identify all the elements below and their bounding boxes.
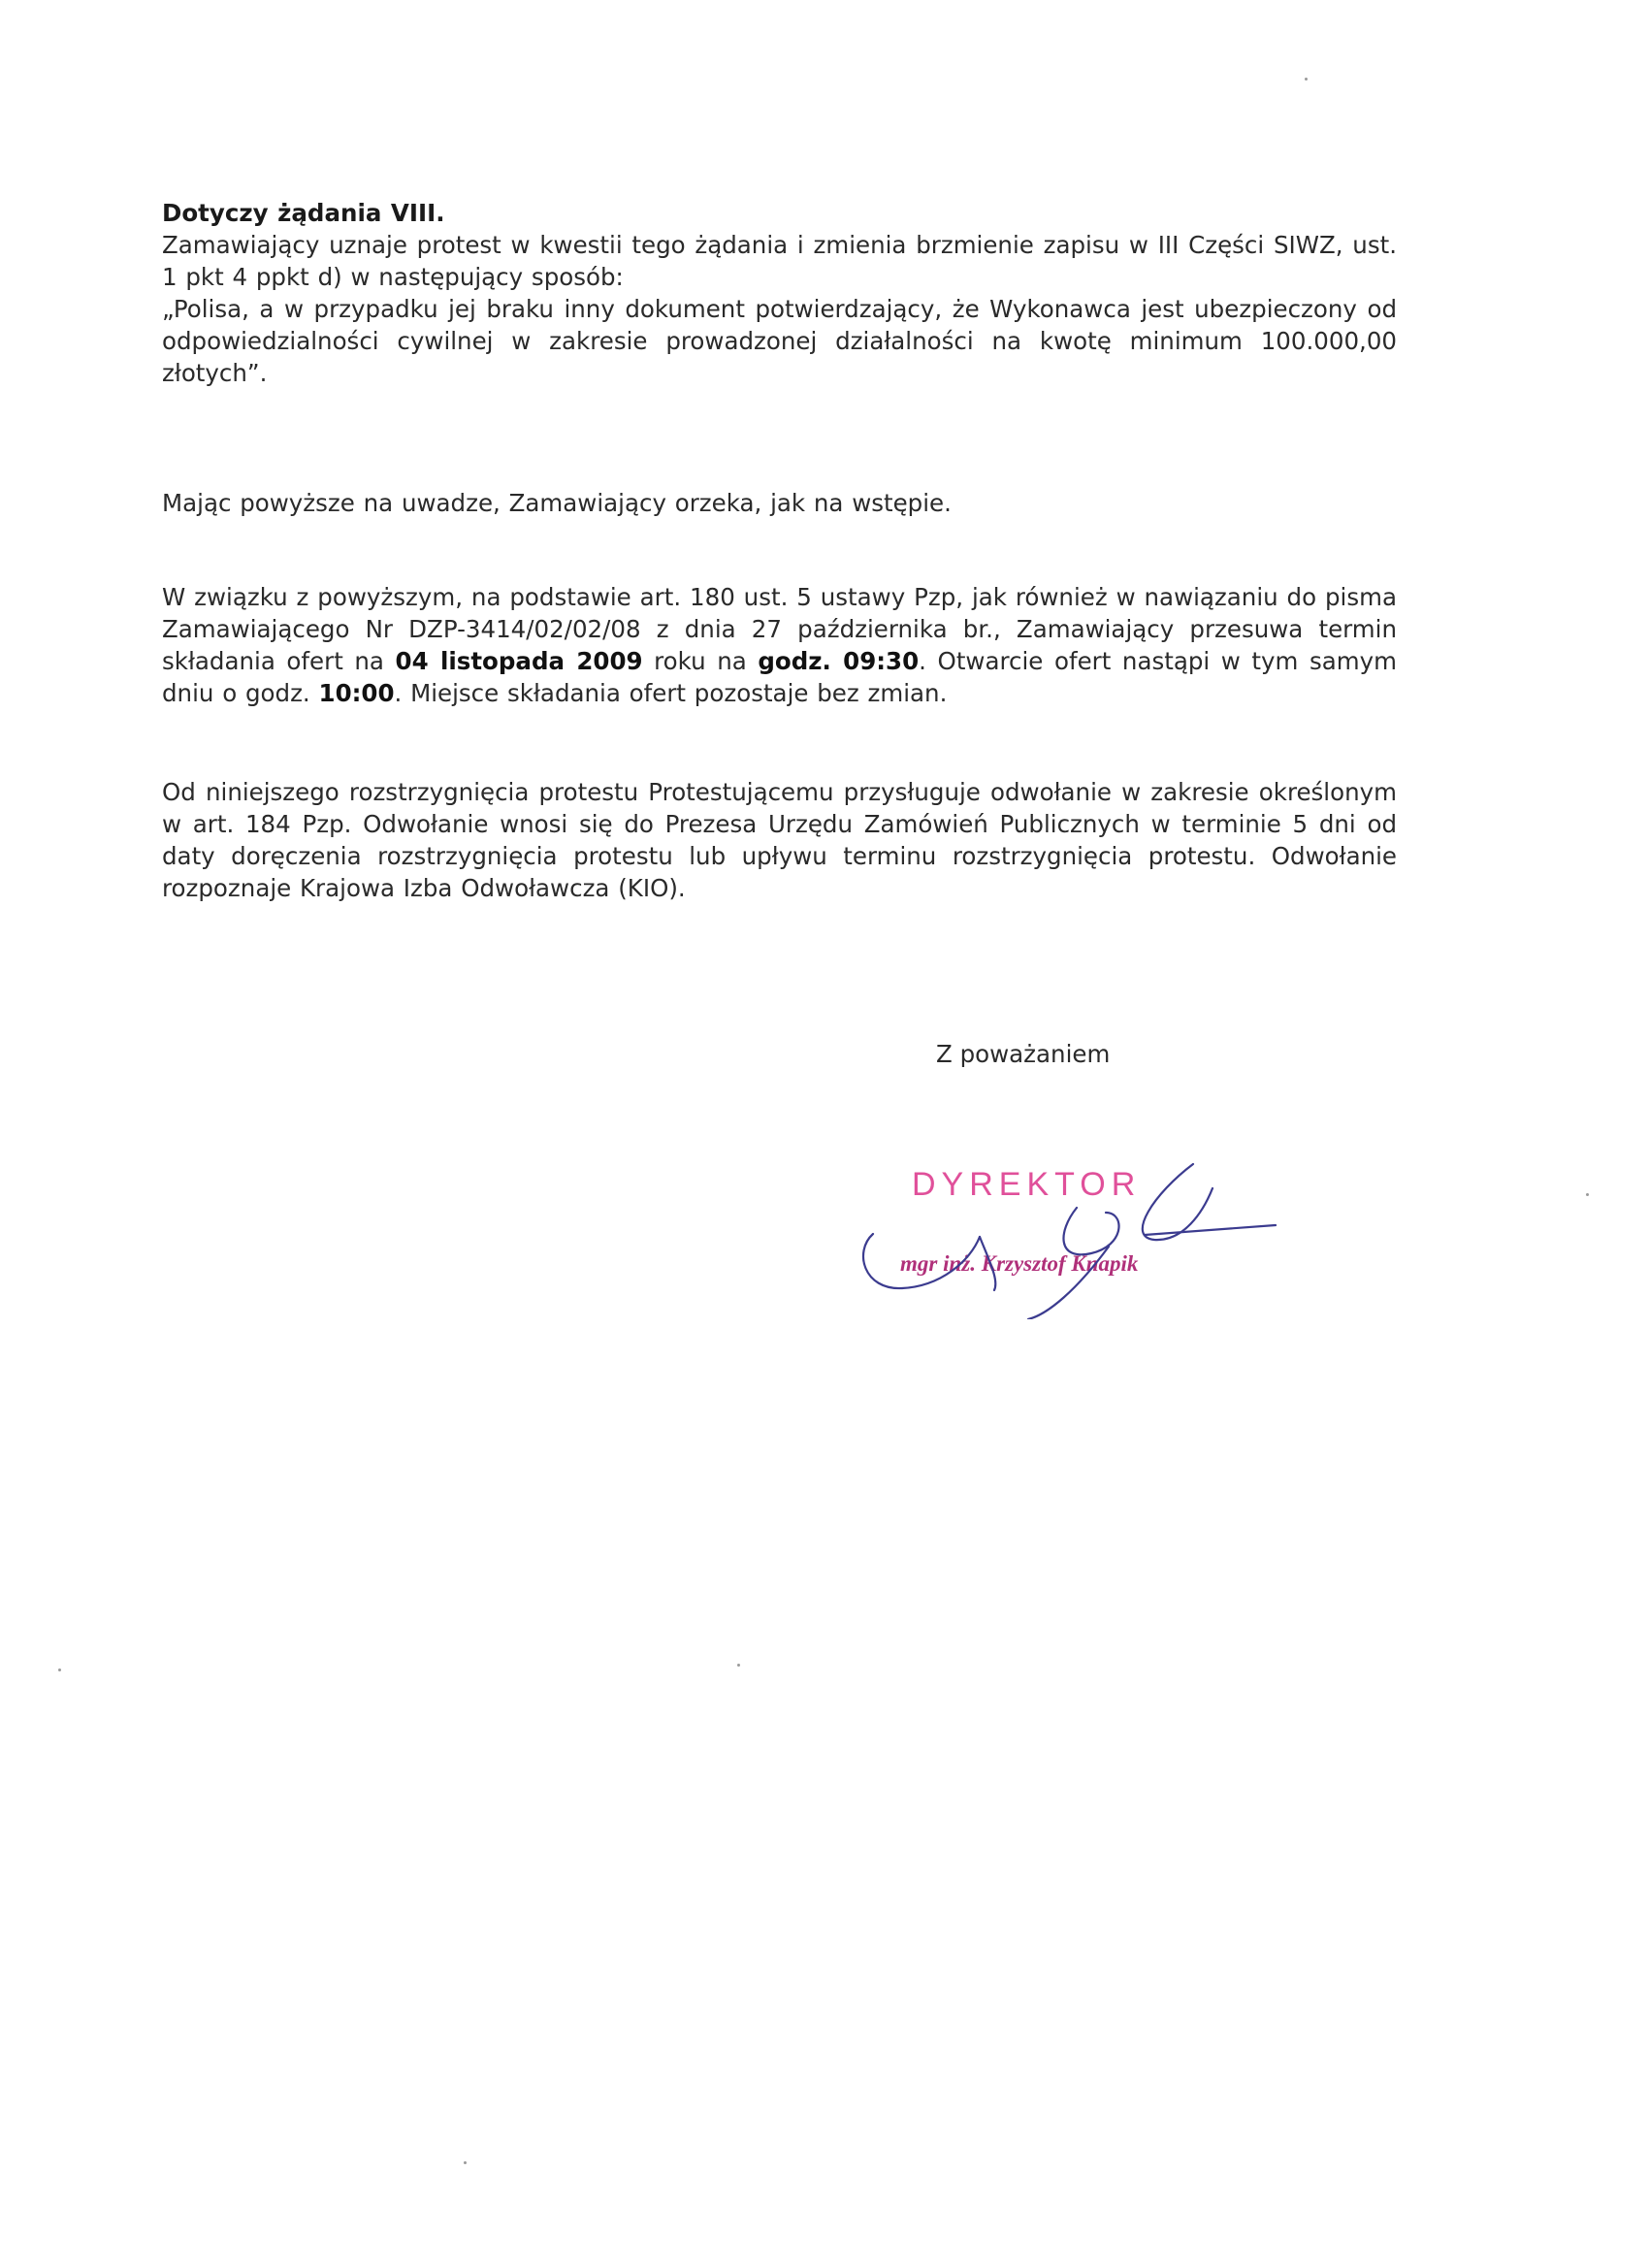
decision-viii-section (162, 197, 1397, 389)
deadline-time: godz. 09:30 (758, 647, 920, 675)
deadline-date: 04 listopada 2009 (395, 647, 643, 675)
director-stamp-signature (834, 1145, 1300, 1319)
scan-speck (1586, 1193, 1589, 1196)
ruling-paragraph: Mając powyższe na uwadze, Zamawiający orzeka, jak na wstępie. (162, 489, 952, 517)
deadline-text-3: . Otwarcie ofert nastąpi w tym samym dniu o godz. (162, 647, 1397, 707)
deadline-text-1: W związku z powyższym, na podstawie art. 180 ust. 5 ustawy Pzp, jak również w nawiązaniu do pisma Zamawiającego Nr DZP-3414/02/02/08 z dnia 27 października br., Zamawiający przesuwa termin składania ofert na (162, 583, 1397, 675)
decision-viii-heading: Dotyczy żądania VIII. (162, 199, 445, 227)
appeal-paragraph: Od niniejszego rozstrzygnięcia protestu Protestującemu przysługuje odwołanie w zakresie określonym w art. 184 Pzp. Odwołanie wnosi się do Prezesa Urzędu Zamówień Publicznych w terminie 5 dni od daty doręczenia rozstrzygnięcia protestu lub upływu terminu rozstrzygnięcia protestu. Odwołanie rozpoznaje Krajowa Izba Odwoławcza (KIO). (162, 778, 1397, 902)
deadline-text-2: roku na (642, 647, 759, 675)
scan-speck (464, 2161, 467, 2164)
opening-time: 10:00 (318, 679, 395, 707)
stamp-title: DYREKTOR (912, 1166, 1142, 1203)
deadline-paragraph (162, 581, 1397, 709)
deadline-text-4: . Miejsce składania ofert pozostaje bez zmian. (394, 679, 948, 707)
scan-speck (1305, 78, 1308, 81)
closing-salutation: Z poważaniem (936, 1040, 1111, 1068)
decision-viii-text: Zamawiający uznaje protest w kwestii tego żądania i zmienia brzmienie zapisu w III Części SIWZ, ust. 1 pkt 4 ppkt d) w następujący sposób: (162, 231, 1397, 291)
decision-viii-quote: „Polisa, a w przypadku jej braku inny dokument potwierdzający, że Wykonawca jest ubezpieczony od odpowiedzialności cywilnej w zakresie prowadzonej działalności na kwotę minimum 100.000,00 złotych”. (162, 295, 1397, 387)
scan-speck (58, 1669, 61, 1671)
scan-speck (737, 1664, 740, 1667)
stamp-name: mgr inż. Krzysztof Knapik (900, 1251, 1139, 1276)
